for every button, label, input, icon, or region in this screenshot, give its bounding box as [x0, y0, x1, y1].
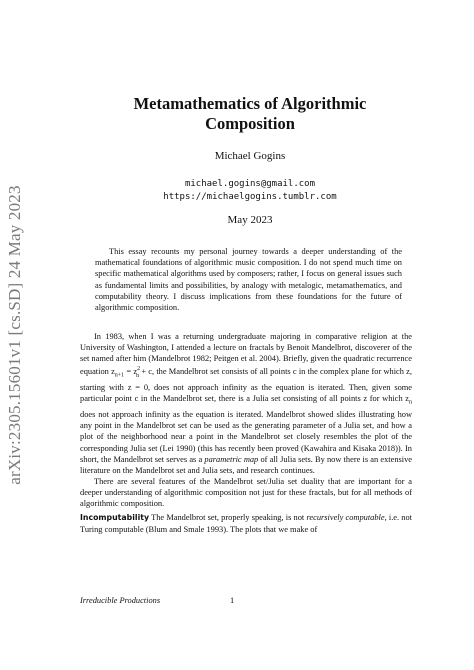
arxiv-identifier-stamp [0, 0, 30, 670]
incomputability-paragraph: Incomputability The Mandelbrot set, properly speaking, is not recursively computable, i.e. not Turing computable (Blum and Smale 1993). The plots that we make of [80, 513, 412, 534]
author-name: Michael Gogins [214, 150, 286, 162]
arxiv-identifier: arXiv:2305.15601v1 [cs.SD] 24 May 2023 [5, 185, 24, 485]
section-label-incomputability: Incomputability [80, 513, 150, 523]
title-line-2: Composition [205, 114, 295, 133]
abstract [95, 246, 402, 313]
title-line-1: Metamathematics of Algorithmic [133, 94, 367, 113]
author-contact [80, 178, 420, 204]
paragraph-1: In 1983, when I was a returning undergraduate majoring in comparative religion at the University of Washington, I attended a lecture on fractals by Benoit Mandelbrot, discoverer of the set named after him (Mandelbrot 1982; Peitgen et al. 2004). Briefly, given the quadratic recurrence equation $z_{n+1} = z^2_n + c$, the Mandelbrot set consists of all points c in the complex plane for which z, starting with z = 0, does not approach infinity as the equation is iterated. Then, given some particular point c in the Mandelbrot set, there is a Julia set consisting of all points z for which $z_n$ does not approach infinity as the equation is iterated. Mandelbrot showed slides illustrating how any point in the Mandelbrot set can be used as the generating parameter of a Julia set, and how a plot of the neighborhood near a point in the Mandelbrot set closely resembles the plot of the corresponding Julia set (Lei 1990) (this has recently been proved (Kawahira and Kisaka 2018)). In short, the Mandelbrot set serves as a parametric map of all Julia sets. By now there is an extensive literature on the Mandelbrot set and Julia sets, and research continues. [80, 332, 413, 475]
author-email[interactable]: michael.gogins@gmail.com [184, 179, 316, 189]
author-website[interactable]: https://michaelgogins.tumblr.com [163, 192, 337, 202]
paper-page [80, 0, 420, 670]
abstract-text: This essay recounts my personal journey towards a deeper understanding of the mathematical foundations of algorithmic music composition. I do not spend much time on specific mathematical algorithms used by composers; rather, I focus on general issues such as fundamental limits and possibilities, by analogy with metalogic, metamathematics, and computability theory. I discuss implications from these foundations for the future of algorithmic composition. [95, 247, 402, 313]
page-number: 1 [230, 596, 235, 605]
paragraph-2: There are several features of the Mandelbrot set/Julia set duality that are important for a deeper understanding of algorithmic composition not just for these fractals, but for all methods of algorithmic composition. [80, 477, 412, 509]
paper-title [80, 94, 420, 134]
footer-publisher: Irreducible Productions [80, 596, 161, 605]
publication-date: May 2023 [227, 214, 273, 226]
body-text [80, 331, 412, 535]
